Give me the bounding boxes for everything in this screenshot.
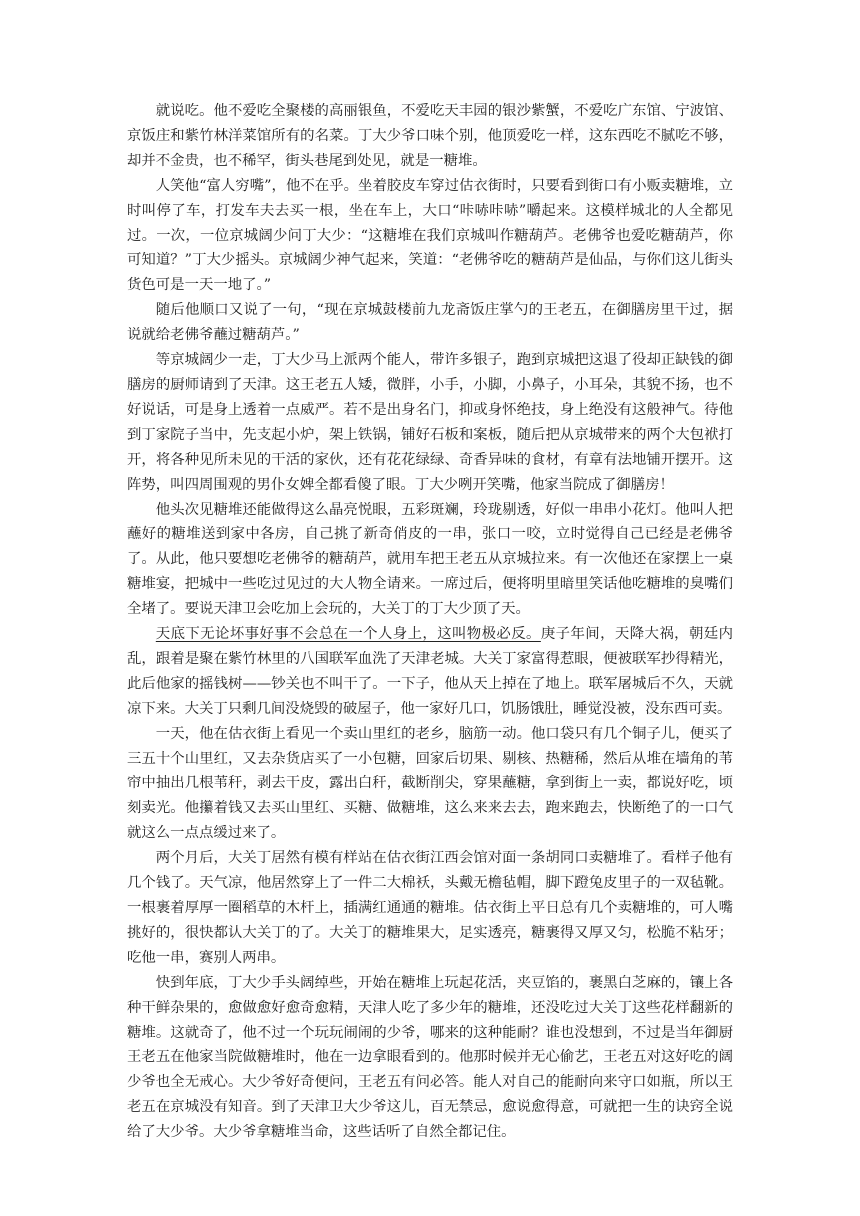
paragraph-8: 两个月后，大关丁居然有模有样站在估衣街江西会馆对面一条胡同口卖糖堆了。看样子他有几个钱了。天气凉，他居然穿上了一件二大棉袄，头戴无檐毡帽，脚下蹬兔皮里子的一双毡靴。一根裹着厚厚一圈稻草的木杆上，插满红通通的糖堆。估衣街上平日总有几个卖糖堆的，可人嘴挑好的，很快都认大关丁的了。大关丁的糖堆果大，足实透亮，糖裹得又厚又匀，松脆不粘牙；吃他一串，赛别人两串。 [127,850,733,966]
paragraph-6 [127,622,733,722]
paragraph-5: 他头次见糖堆还能做得这么晶亮悦眼，五彩斑斓，玲珑剔透，好似一串串小花灯。他叫人把蘸好的糖堆送到家中各房，自己挑了新奇俏皮的一串，张口一咬，立时觉得自己已经是老佛爷了。从此，他只要想吃老佛爷的糖葫芦，就用车把王老五从京城拉来。有一次他还在家摆上一桌糖堆宴，把城中一些吃过见过的大人物全请来。一席过后，便将明里暗里笑话他吃糖堆的臭嘴们全堵了。要说天津卫会吃加上会玩的，大关丁的丁大少顶了天。 [127,501,733,618]
document-body [127,99,733,1145]
paragraph-6-text: 庚子年间，天降大祸，朝廷内乱，跟着是聚在紫竹林里的八国联军血洗了天津老城。大关丁家富得惹眼，便被联军抄得精光，此后他家的摇钱树——钞关也不叫干了。一下子，他从天上掉在了地上。联军屠城后不久，天就凉下来。大关丁只剩几间没烧毁的破屋子，他一家好几口，饥肠饿肚，睡觉没被，没东西可卖。 [127,626,733,717]
paragraph-1: 就说吃。他不爱吃全聚楼的高丽银鱼，不爱吃天丰园的银沙紫蟹，不爱吃广东馆、宁波馆、京饭庄和紫竹林洋菜馆所有的名菜。丁大少爷口味个别，他顶爱吃一样，这东西吃不腻吃不够，却并不金贵，也不稀罕，街头巷尾到处见，就是一糖堆。 [127,103,733,169]
paragraph-7: 一天，他在估衣街上看见一个卖山里红的老乡，脑筋一动。他口袋只有几个铜子儿，便买了三五十个山里红，又去杂货店买了一小包糖，回家后切果、剔核、热糖稀，然后从堆在墙角的苇帘中抽出几根苇秆，剥去干皮，露出白秆，截断削尖，穿果蘸糖，拿到街上一卖，都说好吃，顷刻卖光。他攥着钱又去买山里红、买糖、做糖堆，这么来来去去，跑来跑去，快断绝了的一口气就这么一点点缓过来了。 [127,725,733,842]
paragraph-2: 人笑他“富人穷嘴”，他不在乎。坐着胶皮车穿过估衣街时，只要看到街口有小贩卖糖堆，立时叫停了车，打发车夫去买一根，坐在车上，大口“咔哧咔哧”嚼起来。这模样城北的人全都见过。一次，一位京城阔少问丁大少：“这糖堆在我们京城叫作糖葫芦。老佛爷也爱吃糖葫芦，你可知道？”丁大少摇头。京城阔少神气起来，笑道：“老佛爷吃的糖葫芦是仙品，与你们这儿街头货色可是一天一地了。” [127,177,733,294]
underlined-sentence: 天底下无论坏事好事不会总在一个人身上，这叫物极必反。 [155,626,541,643]
paragraph-4: 等京城阔少一走，丁大少马上派两个能人，带许多银子，跑到京城把这退了役却正缺钱的御膳房的厨师请到了天津。这王老五人矮，微胖，小手，小脚，小鼻子，小耳朵，其貌不扬，也不好说话，可是身上透着一点威严。若不是出身名门，抑或身怀绝技，身上绝没有这般神气。待他到丁家院子当中，先支起小炉，架上铁锅，铺好石板和案板，随后把从京城带来的两个大包袱打开，将各种见所未见的干活的家伙，还有花花绿绿、奇香异味的食材，有章有法地铺开摆开。这阵势，叫四周围观的男仆女婢全都看傻了眼。丁大少咧开笑嘴，他家当院成了御膳房！ [127,352,733,493]
paragraph-9: 快到年底，丁大少手头阔绰些，开始在糖堆上玩起花活，夹豆馅的，裹黑白芝麻的，镶上各种干鲜杂果的，愈做愈好愈奇愈精，天津人吃了多少年的糖堆，还没吃过大关丁这些花样翻新的糖堆。这就奇了，他不过一个玩玩闹闹的少爷，哪来的这种能耐？谁也没想到，不过是当年御厨王老五在他家当院做糖堆时，他在一边拿眼看到的。他那时候并无心偷艺，王老五对这好吃的阔少爷也全无戒心。大少爷好奇便问，王老五有问必答。能人对自己的能耐向来守口如瓶，所以王老五在京城没有知音。到了天津卫大少爷这儿，百无禁忌，愈说愈得意，可就把一生的诀窍全说给了大少爷。大少爷拿糖堆当命，这些话听了自然全都记住。 [127,974,733,1141]
paragraph-3: 随后他顺口又说了一句，“现在京城鼓楼前九龙斋饭庄掌勺的王老五，在御膳房里干过，据说就给老佛爷蘸过糖葫芦。” [127,302,733,344]
